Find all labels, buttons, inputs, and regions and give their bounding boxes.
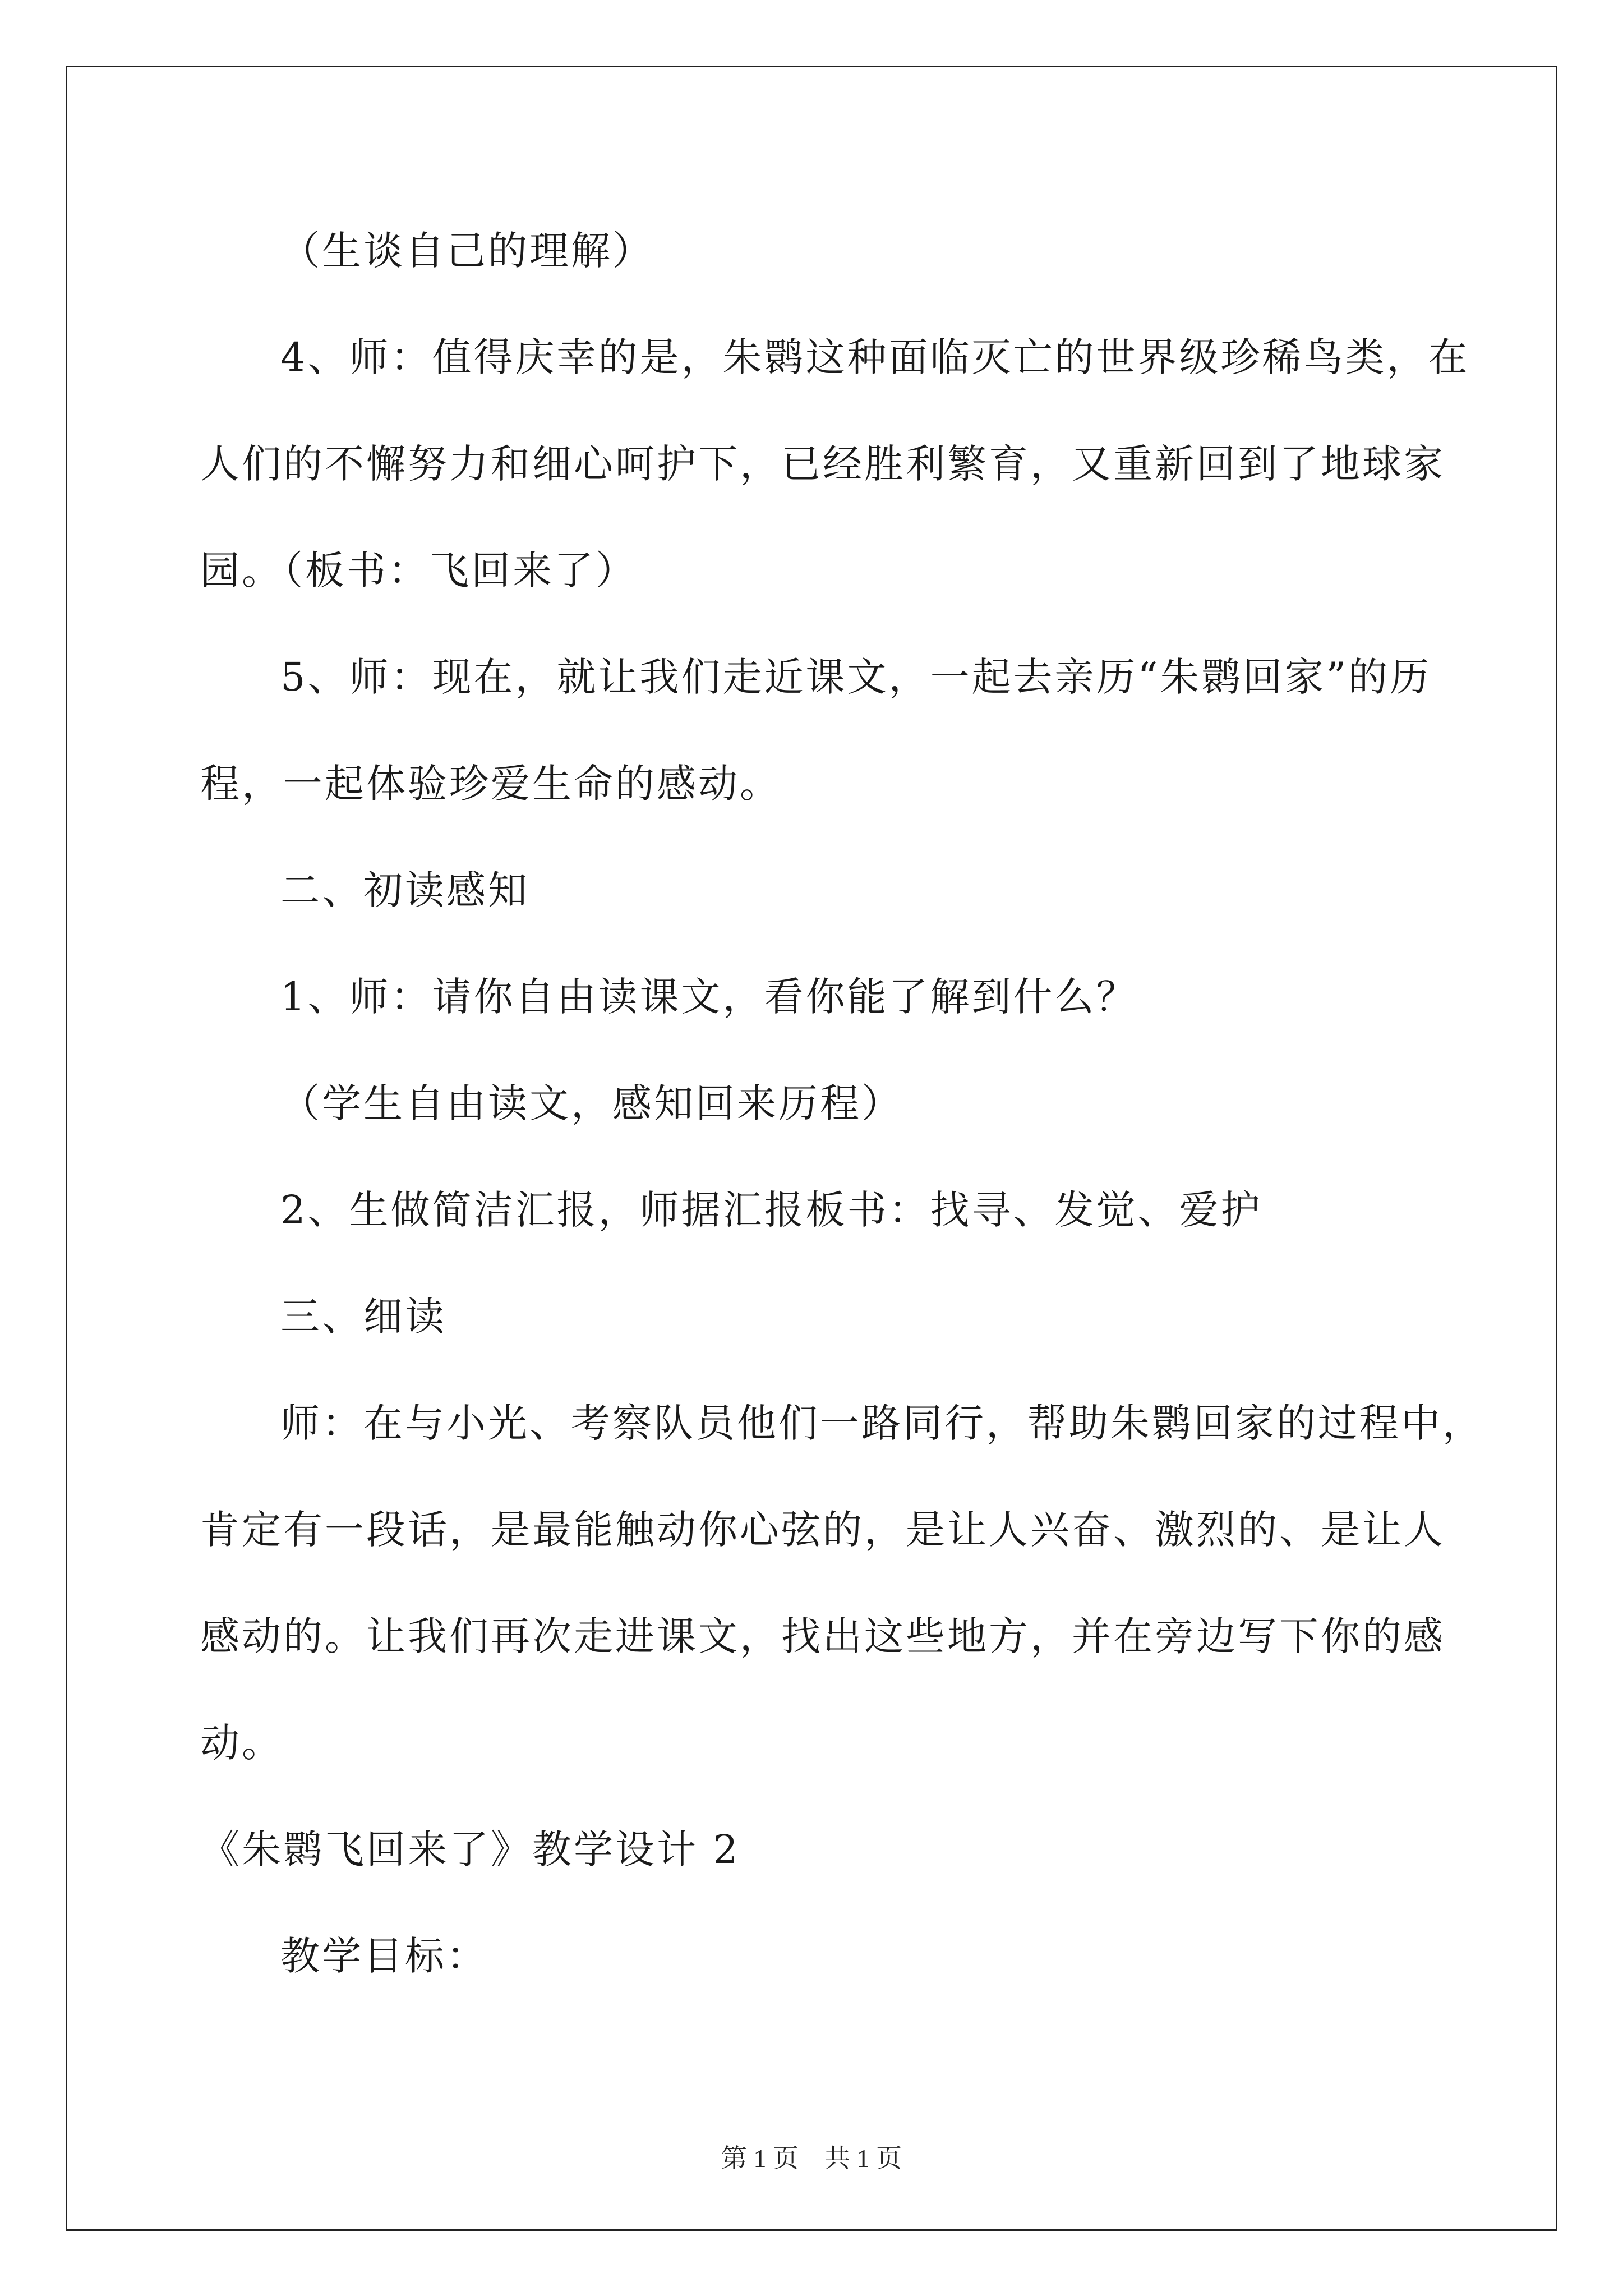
paragraph-line: 园。（板书：飞回来了） xyxy=(200,547,637,593)
section-heading: 二、初读感知 xyxy=(280,867,529,913)
paragraph-line: 2、生做简洁汇报，师据汇报板书：找寻、发觉、爱护 xyxy=(280,1187,1262,1233)
page-border xyxy=(66,66,1557,2231)
paragraph-line: 程，一起体验珍爱生命的感动。 xyxy=(200,761,781,807)
paragraph-line: 4、师：值得庆幸的是，朱鹮这种面临灭亡的世界级珍稀鸟类，在 xyxy=(280,334,1470,380)
section-heading: 三、细读 xyxy=(280,1294,446,1340)
paragraph-line: （学生自由读文，感知回来历程） xyxy=(280,1080,903,1126)
paragraph-line: 5、师：现在，就让我们走近课文，一起去亲历“朱鹮回家”的历 xyxy=(280,654,1432,700)
document-title: 《朱鹮飞回来了》教学设计 2 xyxy=(200,1826,740,1872)
paragraph-line: （生谈自己的理解） xyxy=(280,228,654,274)
paragraph-line: 动。 xyxy=(200,1720,283,1766)
section-heading: 教学目标： xyxy=(280,1933,488,1979)
paragraph-line: 肯定有一段话，是最能触动你心弦的，是让人兴奋、激烈的、是让人 xyxy=(200,1507,1445,1553)
paragraph-line: 师：在与小光、考察队员他们一路同行，帮助朱鹮回家的过程中， xyxy=(280,1400,1484,1446)
page-footer: 第 1 页 共 1 页 xyxy=(721,2144,902,2173)
paragraph-line: 人们的不懈努力和细心呵护下，已经胜利繁育，又重新回到了地球家 xyxy=(200,441,1445,487)
paragraph-line: 1、师：请你自由读课文，看你能了解到什么？ xyxy=(280,974,1138,1020)
paragraph-line: 感动的。让我们再次走进课文，找出这些地方，并在旁边写下你的感 xyxy=(200,1613,1445,1659)
